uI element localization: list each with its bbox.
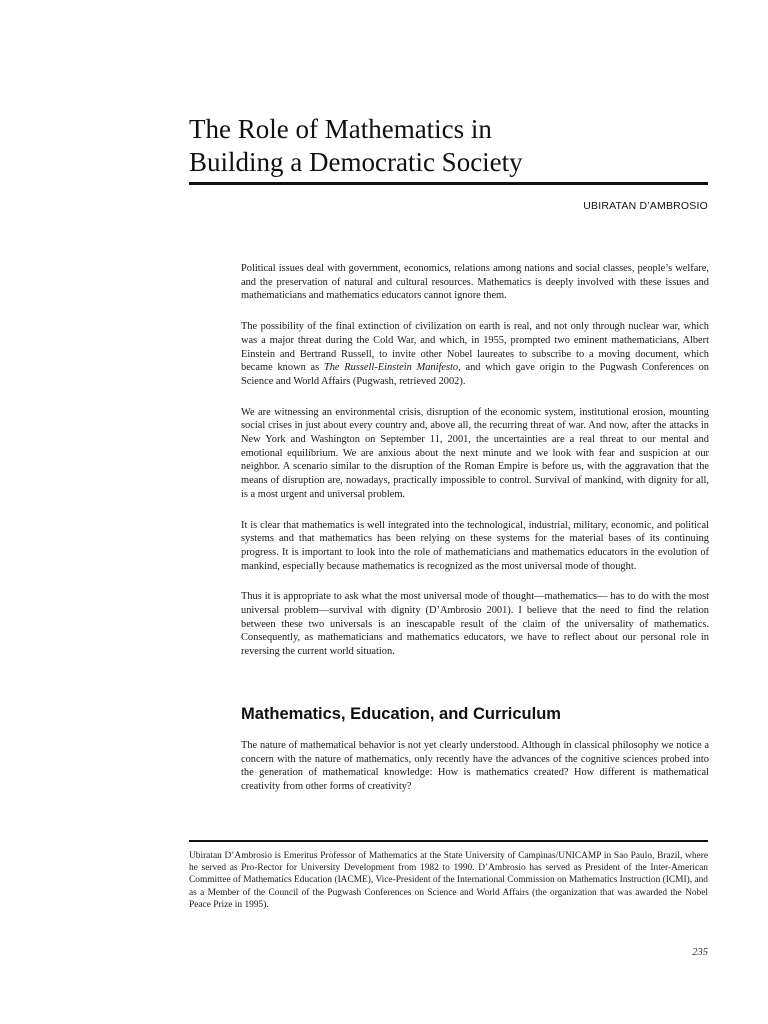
paragraph-3: We are witnessing an environmental crisis, disruption of the economic system, institutional erosion, mounting social crises in just about every country and, above all, the recurring threat of war. And now, after the attacks in New York and Washington on September 11, 2001, the uncertainties are a real threat to our mental and emotional equilibrium. We are anxious about the next minute and we look with fear and suspicion at our neighbor. A scenario similar to the disruption of the Roman Empire is before us, with the aggravation that the means of disruption are, nowadays, practically impossible to control. Survival of mankind, with dignity for all, is a most urgent and universal problem.	[241, 406, 709, 500]
paragraph-2-text-a: The possibility of the final extinction of civilization on earth is real, and not only through nuclear war, which was a major threat during the Cold War, and which, in 1955, prompted two eminent mathematicians, Albert Einstein and Bertrand Russell, to invite other Nobel laureates to subscribe to a moving document, which became known as	[241, 321, 709, 374]
paragraph-1: Political issues deal with government, economics, relations among nations and social classes, people’s welfare, and the preservation of natural and cultural resources. Mathematics is deeply involved with these issues and mathematicians and mathematics educators cannot ignore them.	[241, 263, 709, 302]
paragraph-2	[241, 320, 709, 389]
author-byline: UBIRATAN D’AMBROSIO	[583, 200, 708, 212]
section-paragraph-1: The nature of mathematical behavior is not yet clearly understood. Although in classical philosophy we notice a concern with the nature of mathematics, only recently have the advances of the cognitive sciences probed into the generation of mathematical knowledge: How is mathematics created? How different is mathematical creativity from other forms of creativity?	[241, 740, 709, 793]
title-line-1: The Role of Mathematics in	[189, 114, 492, 144]
paragraph-4: It is clear that mathematics is well integrated into the technological, industrial, military, economic, and political systems and that mathematics has been relying on these systems for the material bases of its continuing progress. It is important to look into the role of mathematicians and mathematics educators in the evolution of mankind, especially because mathematics is recognized as the most universal mode of thought.	[241, 519, 709, 572]
article-body	[241, 262, 709, 659]
section-heading: Mathematics, Education, and Curriculum	[241, 705, 561, 723]
paragraph-5: Thus it is appropriate to ask what the most universal mode of thought—mathematics— has to do with the most universal problem—survival with dignity (D’Ambrosio 2001). I believe that the need to find the relation between these two universals is an inescapable result of the claim of the universality of mathematics. Consequently, as mathematicians and mathematics educators, we have to reflect about our personal role in reversing the current world situation.	[241, 591, 709, 658]
page-title	[189, 113, 709, 179]
author-footnote: Ubiratan D’Ambrosio is Emeritus Professor of Mathematics at the State University of Campinas/UNICAMP in Sao Paulo, Brazil, where he served as Pro-Rector for University Development from 1982 to 1990. D’Ambrosio has served as President of the Inter-American Committee of Mathematics Education (IACME), Vice-President of the International Commission on Mathematics Instruction (ICMI), and as a Member of the Council of the Pugwash Conferences on Science and World Affairs (the organization that was awarded the Nobel Peace Prize in 1995).	[189, 851, 708, 910]
title-line-2: Building a Democratic Society	[189, 147, 523, 177]
page-number: 235	[692, 947, 708, 958]
paragraph-2-text-b: , and which gave origin to the Pugwash Conferences on Science and World Affairs (Pugwash, retrieved 2002).	[241, 362, 709, 387]
manifesto-title: The Russell-Einstein Manifesto	[323, 362, 459, 374]
title-rule	[189, 182, 708, 185]
footnote-rule	[189, 840, 708, 842]
